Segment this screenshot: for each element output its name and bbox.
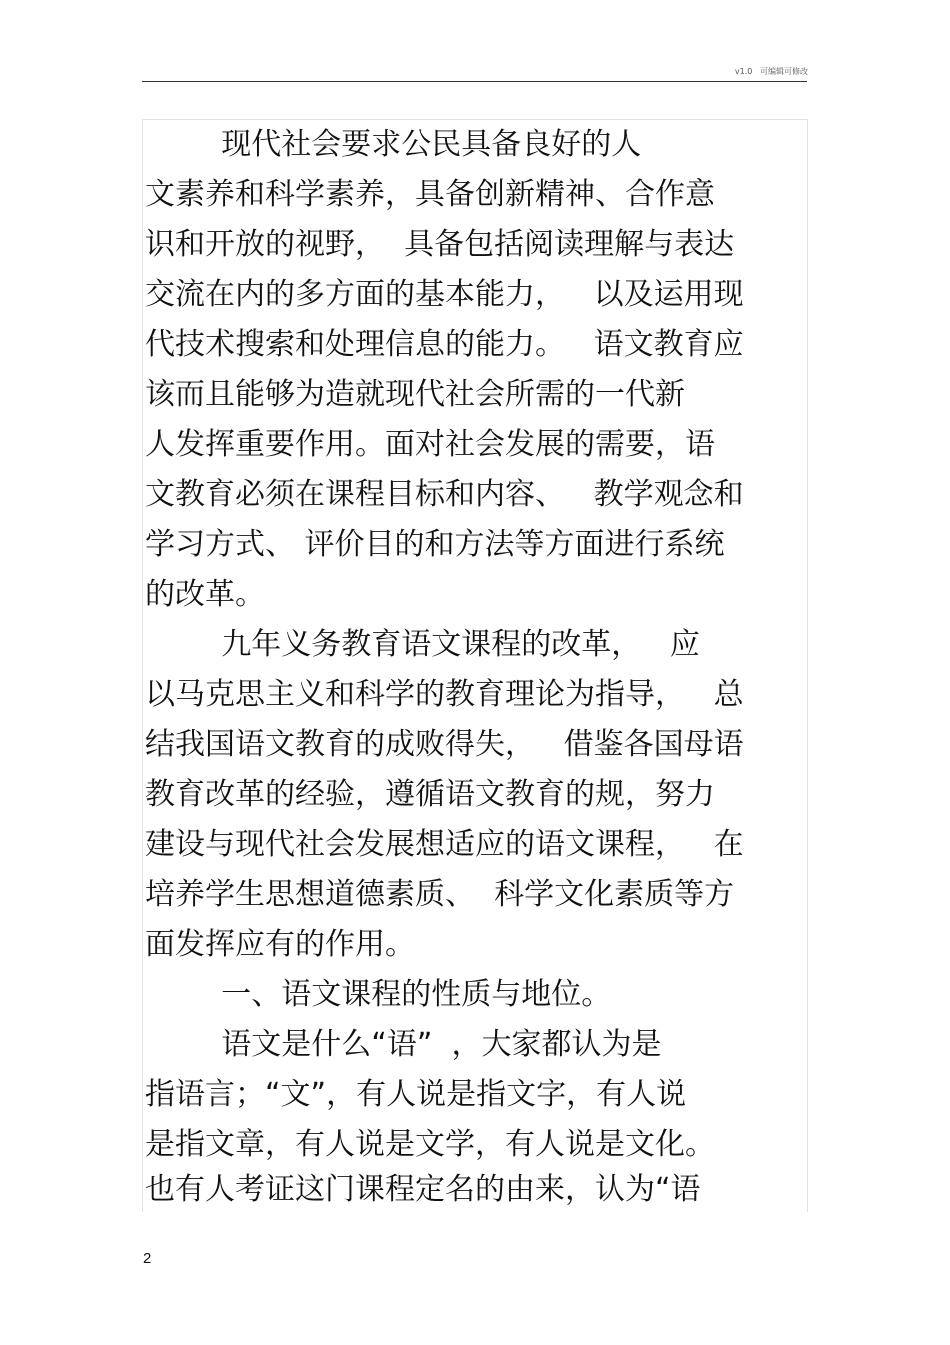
- body-line: 识和开放的视野， 具备包括阅读理解与表达: [145, 227, 735, 262]
- body-line: 语文是什么“语” ，大家都认为是: [145, 1027, 662, 1062]
- body-line: 教育改革的经验，遵循语文教育的规，努力: [145, 777, 715, 812]
- body-line: 以马克思主义和科学的教育理论为指导， 总: [145, 677, 744, 712]
- body-line: 面发挥应有的作用。: [145, 927, 415, 962]
- page-number: 2: [143, 1250, 152, 1267]
- body-line: 结我国语文教育的成败得失， 借鉴各国母语: [145, 727, 744, 762]
- page-header: [735, 66, 808, 77]
- body-line: 培养学生思想道德素质、 科学文化素质等方: [145, 877, 735, 912]
- header-note: 可编辑可修改: [760, 67, 808, 76]
- body-line: 文素养和科学素养，具备创新精神、合作意: [145, 177, 715, 212]
- body-line: 的改革。: [145, 577, 265, 612]
- header-version: v1.0: [734, 67, 753, 76]
- body-line: 九年义务教育语文课程的改革， 应: [145, 627, 700, 662]
- body-line: 也有人考证这门课程定名的由来，认为“语: [145, 1172, 701, 1207]
- body-line: 人发挥重要作用。面对社会发展的需要，语: [145, 427, 715, 462]
- body-line: 建设与现代社会发展想适应的语文课程， 在: [145, 827, 744, 862]
- body-line: 代技术搜索和处理信息的能力。 语文教育应: [145, 327, 744, 362]
- body-line: 交流在内的多方面的基本能力， 以及运用现: [145, 277, 744, 312]
- body-line: 学习方式、 评价目的和方法等方面进行系统: [145, 527, 725, 562]
- body-line: 指语言；“文”，有人说是指文字，有人说: [145, 1077, 687, 1112]
- body-line: 现代社会要求公民具备良好的人: [145, 127, 642, 162]
- header-rule: [142, 81, 807, 82]
- body-line: 该而且能够为造就现代社会所需的一代新: [145, 377, 685, 412]
- body-line: 文教育必须在课程目标和内容、 教学观念和: [145, 477, 744, 512]
- body-line: 是指文章，有人说是文学，有人说是文化。: [145, 1127, 715, 1162]
- body-line: 一、语文课程的性质与地位。: [145, 977, 612, 1012]
